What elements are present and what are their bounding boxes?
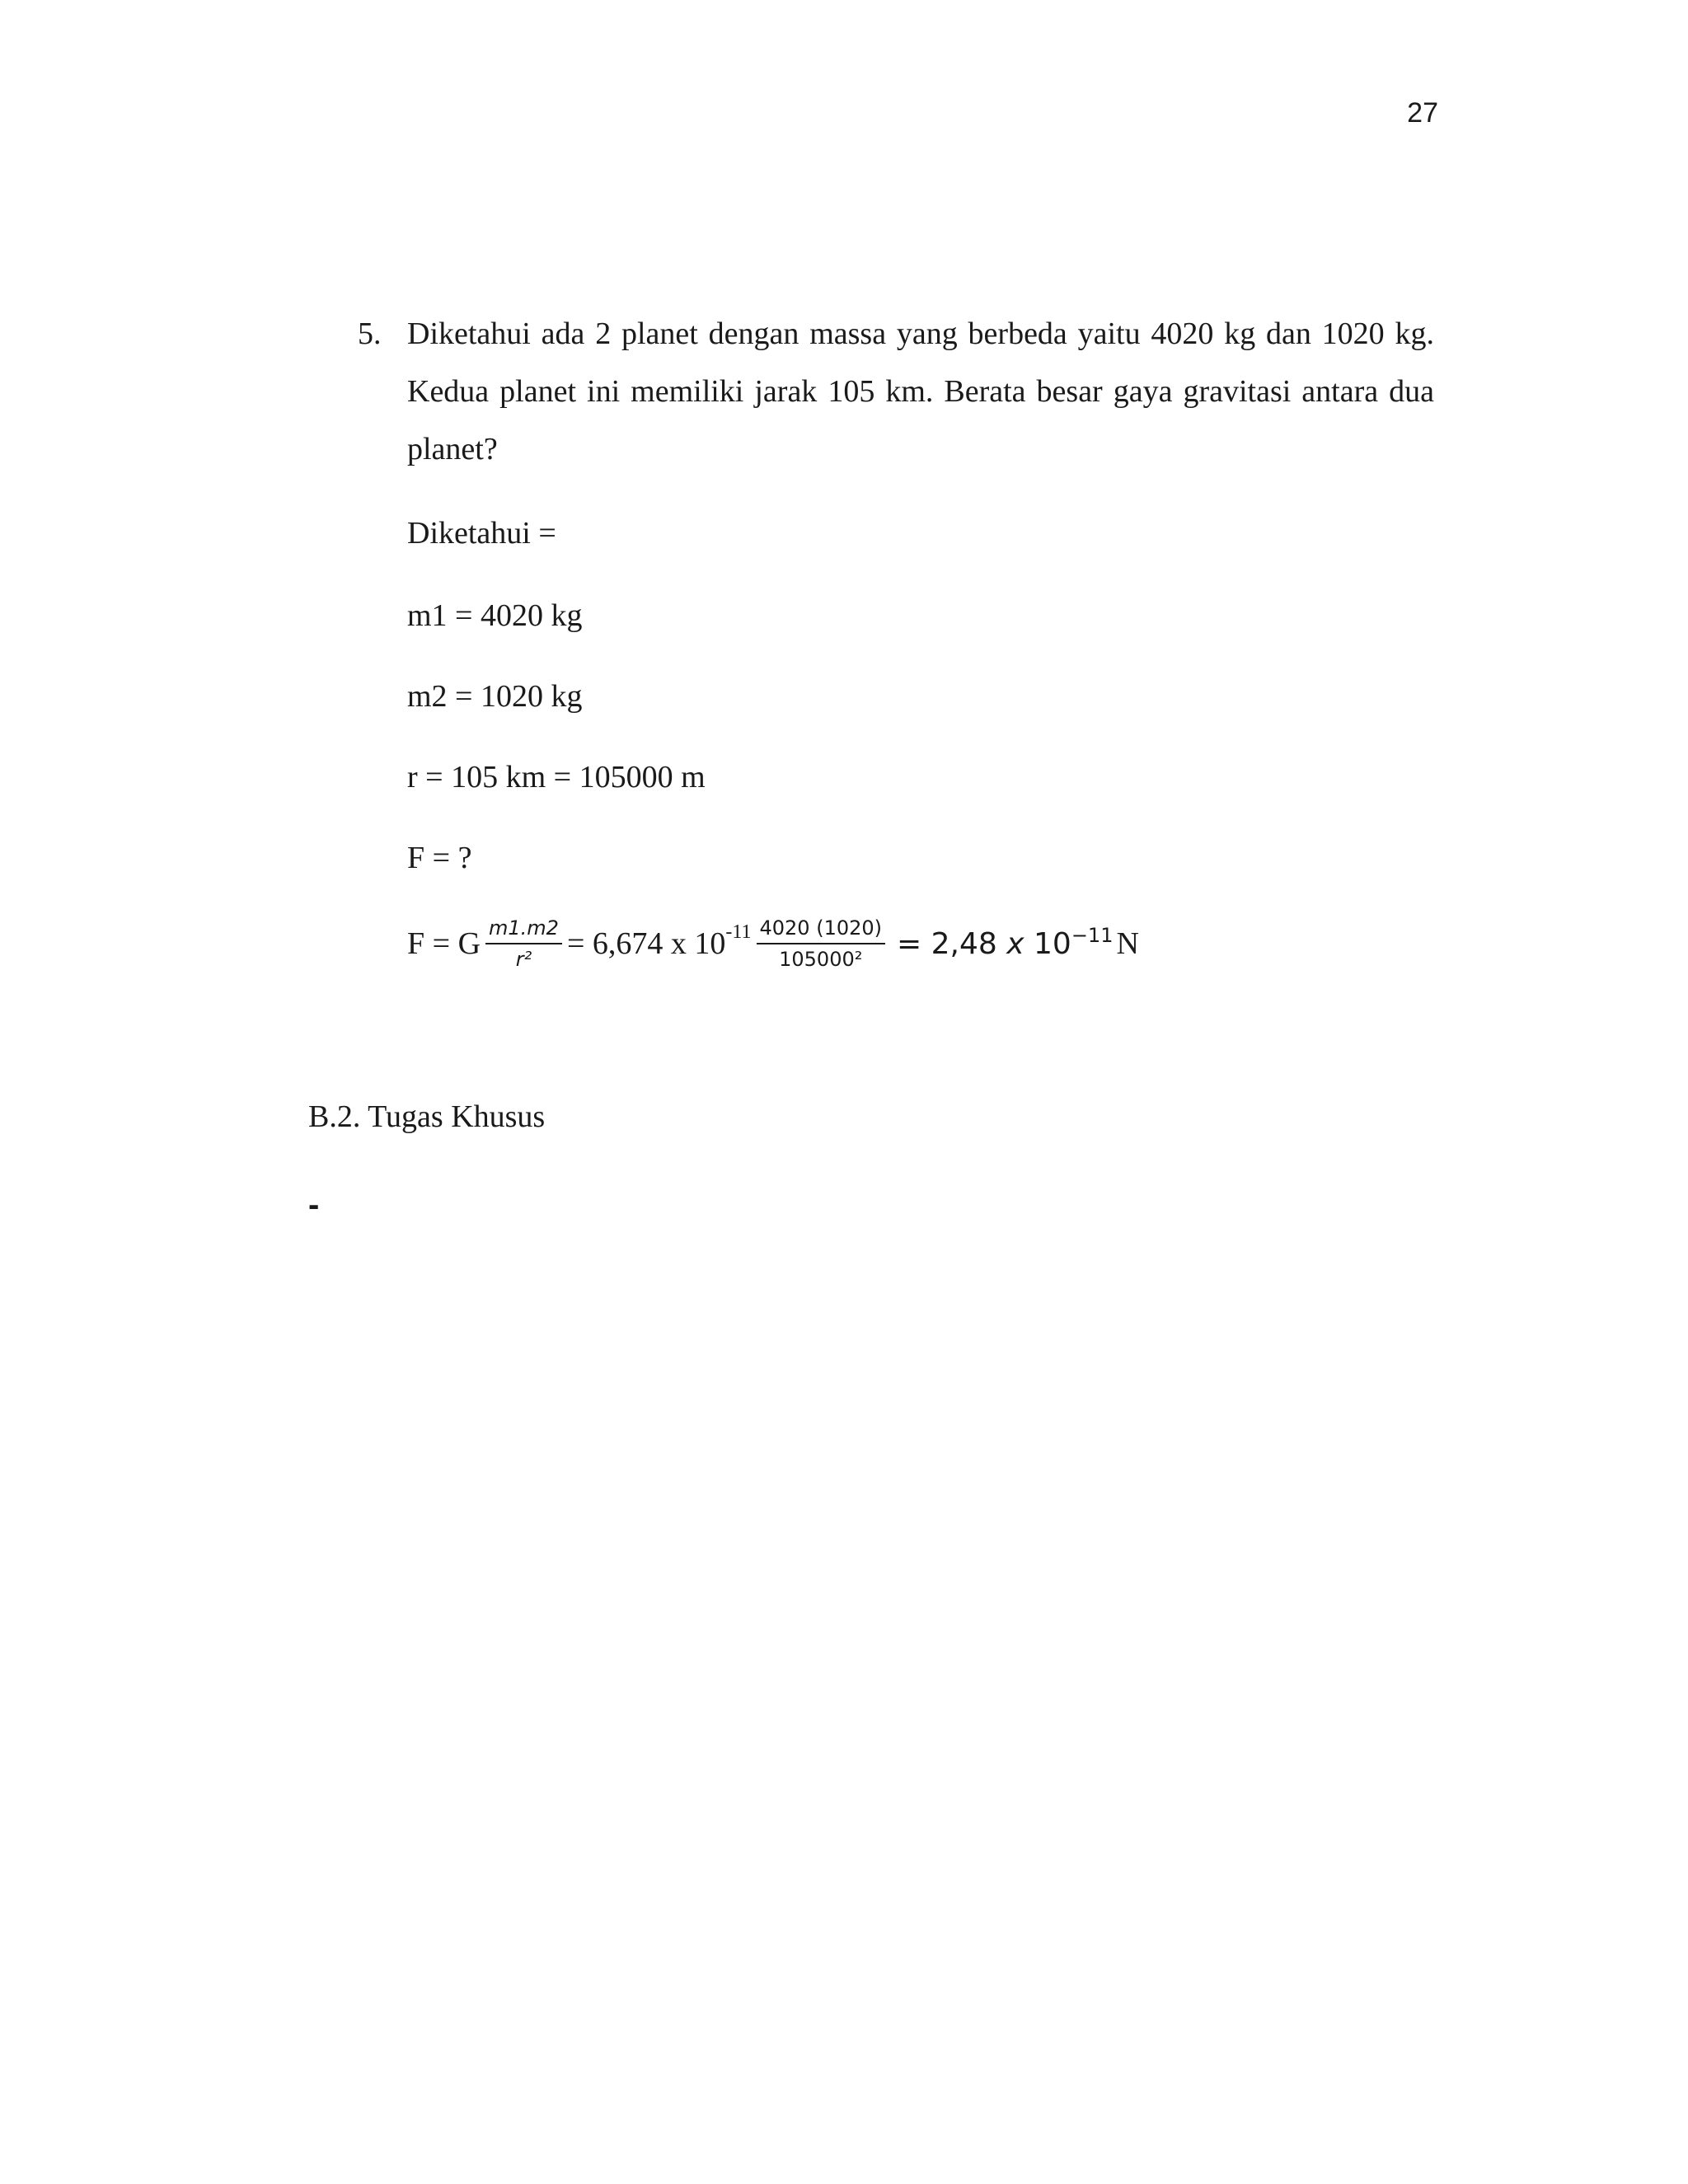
section-content: -	[308, 1187, 320, 1223]
section-heading: B.2. Tugas Khusus	[308, 1099, 546, 1134]
result-unit: N	[1116, 926, 1139, 961]
gravity-formula	[407, 916, 1139, 971]
formula-result	[897, 923, 1114, 961]
given-f: F = ?	[407, 841, 472, 875]
value-fraction-numerator: 4020 (1020)	[757, 916, 886, 944]
given-m2: m2 = 1020 kg	[407, 679, 583, 714]
formula-exponent: -11	[725, 921, 752, 943]
problem-text: Diketahui ada 2 planet dengan massa yang berbeda yaitu 4020 kg dan 1020 kg. Kedua planet ini memiliki jarak 105 km. Berata besar gaya gravitasi antara dua planet?	[407, 316, 1434, 466]
given-r: r = 105 km = 105000 m	[407, 760, 706, 794]
mass-fraction	[485, 916, 562, 971]
given-heading: Diketahui =	[407, 516, 556, 551]
given-m1: m1 = 4020 kg	[407, 598, 583, 633]
result-value: = 2,48 x 10	[897, 926, 1071, 961]
problem-number: 5.	[358, 316, 382, 351]
value-fraction-denominator: 105000²	[779, 948, 863, 971]
value-fraction	[757, 916, 886, 971]
formula-constant: = 6,674 x 10	[566, 926, 726, 961]
formula-lhs: F = G	[407, 926, 481, 961]
mass-fraction-denominator: r²	[515, 948, 532, 971]
problem-5	[358, 305, 1434, 478]
result-exponent: −11	[1071, 923, 1114, 947]
page-number: 27	[1407, 97, 1438, 129]
mass-fraction-numerator: m1.m2	[485, 916, 562, 944]
